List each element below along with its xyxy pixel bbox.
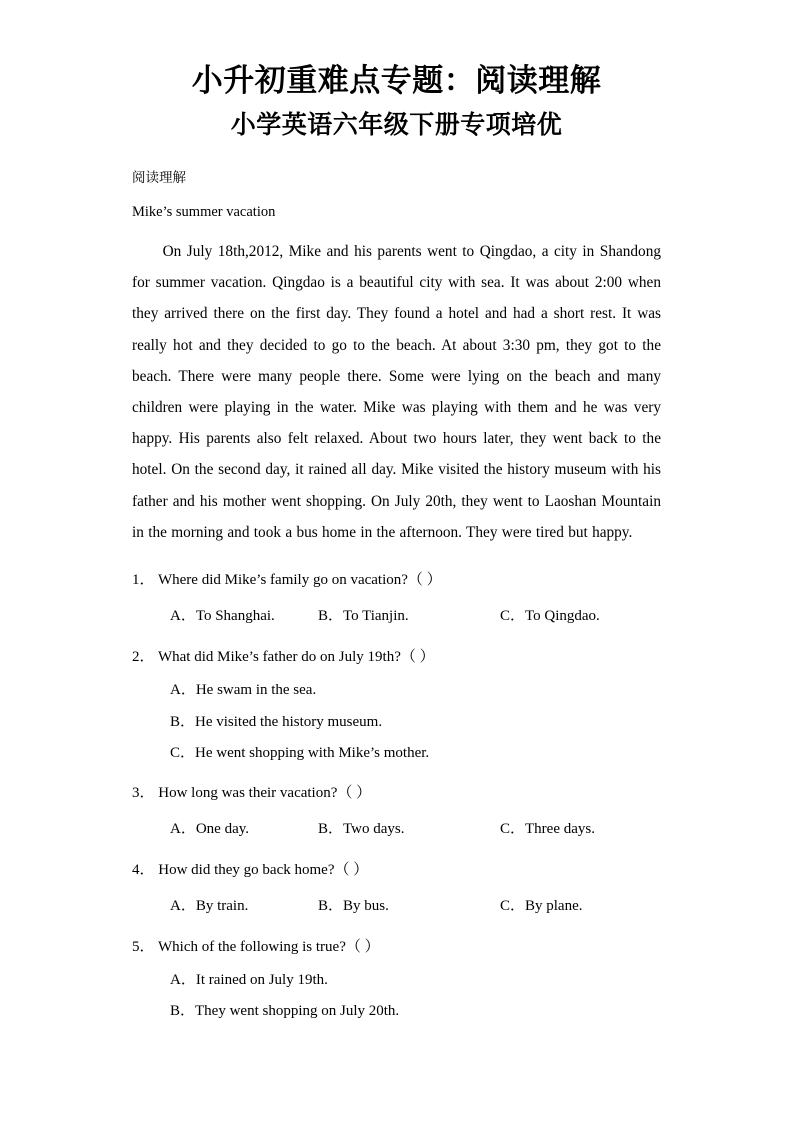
question-block: [132, 929, 661, 1028]
question-number: 5．: [132, 938, 155, 955]
question-stem: [132, 562, 661, 598]
option-choice[interactable]: B．To Tianjin.: [318, 608, 409, 625]
question-text: How long was their vacation?（ ）: [154, 784, 372, 801]
questions-list: [132, 562, 661, 1028]
option-choice[interactable]: C．By plane.: [500, 897, 583, 914]
question-text: What did Mike’s father do on July 19th?（ ）: [154, 649, 435, 666]
question-stem: [132, 852, 661, 888]
option-choice[interactable]: A．He swam in the sea.: [170, 682, 317, 699]
section-label: 阅读理解: [132, 170, 186, 186]
question-block: [132, 775, 661, 847]
option-choice[interactable]: A．By train.: [170, 897, 249, 914]
page-subtitle: 小学英语六年级下册专项培优: [230, 109, 563, 139]
option-choice[interactable]: B．They went shopping on July 20th.: [170, 1003, 400, 1020]
option-choice[interactable]: A．It rained on July 19th.: [170, 971, 328, 988]
question-text: Where did Mike’s family go on vacation?（ ）: [154, 572, 442, 589]
options-stack: [132, 675, 661, 770]
option-choice[interactable]: A．One day.: [170, 820, 250, 837]
question-stem: [132, 929, 661, 965]
option-choice[interactable]: A．To Shanghai.: [170, 608, 275, 625]
option-choice[interactable]: B．By bus.: [318, 897, 389, 914]
question-stem: [132, 775, 661, 811]
options-row: [132, 811, 661, 847]
question-block: [132, 852, 661, 924]
options-stack: [132, 965, 661, 1028]
option-choice[interactable]: B．He visited the history museum.: [170, 713, 383, 730]
question-block: [132, 639, 661, 770]
question-number: 4．: [132, 861, 155, 878]
question-stem: [132, 639, 661, 675]
passage-title: Mike’s summer vacation: [132, 204, 276, 221]
question-text: How did they go back home?（ ）: [154, 861, 369, 878]
content-body: [132, 168, 661, 1033]
option-choice[interactable]: B．Two days.: [318, 820, 405, 837]
question-number: 2．: [132, 649, 155, 666]
passage-text: On July 18th,2012, Mike and his parents went to Qingdao, a city in Shandong for summer vacation. Qingdao is a beautiful city with sea. It was about 2:00 when they arrived there on the first day. They found a hotel and had a short rest. It was really hot and they decided to go to the beach. At about 3:30 pm, they got to the beach. There were many people there. Some were lying on the beach and many children were playing in the water. Mike was playing with them and he was very happy. His parents also felt relaxed. About two hours later, they went back to the hotel. On the second day, it rained all day. Mike visited the history museum with his father and his mother went shopping. On July 20th, they went to Laoshan Mountain in the morning and took a bus home in the afternoon. They were tired but happy.: [132, 243, 661, 541]
question-number: 3．: [132, 784, 155, 801]
options-row: [132, 598, 661, 634]
option-choice[interactable]: C．To Qingdao.: [500, 608, 600, 625]
question-text: Which of the following is true?（ ）: [154, 938, 380, 955]
options-row: [132, 888, 661, 924]
option-choice[interactable]: C．He went shopping with Mike’s mother.: [170, 745, 430, 762]
page-title: 小升初重难点专题：阅读理解: [191, 63, 602, 99]
question-block: [132, 562, 661, 634]
option-choice[interactable]: C．Three days.: [500, 820, 595, 837]
question-number: 1．: [132, 572, 155, 589]
